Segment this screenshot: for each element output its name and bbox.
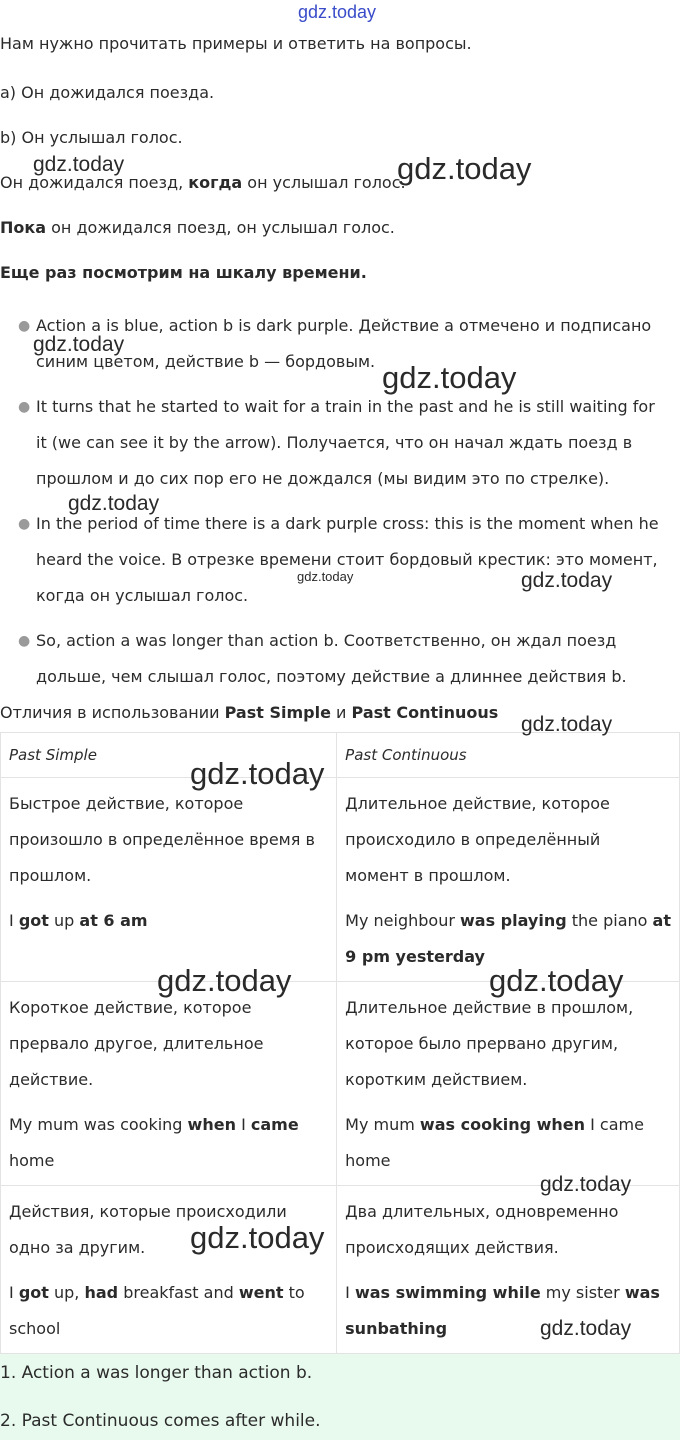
text-part: breakfast and: [123, 1283, 234, 1302]
watermark: gdz.today: [540, 1173, 632, 1196]
cell-line: Длительное действие в прошлом,: [345, 998, 634, 1017]
text-part: up,: [54, 1283, 80, 1302]
example-line: [9, 1275, 328, 1311]
cell-line: одно за другим.: [9, 1238, 146, 1257]
differences-heading: [0, 695, 498, 731]
bold-part: Past Continuous: [351, 703, 499, 722]
bold-part: when: [187, 1115, 236, 1134]
watermark: gdz.today: [521, 569, 613, 592]
text-part: I came: [590, 1115, 644, 1134]
cell-line: происходило в определённый: [345, 830, 601, 849]
cell-line: коротким действием.: [345, 1070, 528, 1089]
list-item-line: дольше, чем слышал голос, поэтому действие a длиннее действия b.: [36, 667, 627, 686]
cell-line: Короткое действие, которое: [9, 998, 252, 1017]
cell-line: Длительное действие, которое: [345, 794, 610, 813]
text-part: и: [336, 703, 347, 722]
intro-text: Нам нужно прочитать примеры и ответить на вопросы.: [0, 34, 472, 53]
list-item: [0, 506, 680, 614]
answers-panel: [0, 1354, 680, 1440]
sentence-while: [0, 210, 395, 246]
explanation-list: [0, 308, 680, 695]
table-cell: [1, 1186, 337, 1354]
cell-line: момент в прошлом.: [345, 866, 511, 885]
list-item: [0, 308, 680, 380]
watermark: gdz.today: [521, 713, 613, 736]
text-part: Он дожидался поезд,: [0, 173, 184, 192]
table-cell: [337, 982, 680, 1186]
list-item-line: heard the voice. В отрезке времени стоит бордовый крестик: это момент,: [36, 550, 658, 569]
text-part: to: [288, 1283, 305, 1302]
answer-2: 2. Past Continuous comes after while.: [0, 1411, 321, 1431]
text-part: my sister: [545, 1283, 620, 1302]
example-line: [345, 903, 671, 939]
watermark: gdz.today: [382, 360, 517, 395]
cell-line: действие.: [9, 1070, 94, 1089]
sentence-when: [0, 165, 406, 201]
bold-part: got: [18, 1283, 49, 1302]
watermark: gdz.today: [68, 492, 160, 515]
text-part: the piano: [571, 911, 648, 930]
watermark: gdz.today: [489, 963, 624, 998]
text-part: I: [241, 1115, 246, 1134]
text-part: он дожидался поезд, он услышал голос.: [51, 218, 395, 237]
table-cell: [1, 778, 337, 982]
bold-part: was playing: [460, 911, 567, 930]
cell-line: прервало другое, длительное: [9, 1034, 264, 1053]
example-line: [345, 1275, 671, 1311]
example-line: [345, 1107, 671, 1143]
bold-part: Пока: [0, 218, 47, 237]
watermark-top: gdz.today: [298, 2, 377, 22]
cell-line: произошло в определённое время в: [9, 830, 315, 849]
watermark: gdz.today: [33, 333, 125, 356]
sentence-b: b) Он услышал голос.: [0, 128, 183, 147]
cell-line: происходящих действия.: [345, 1238, 559, 1257]
bold-part: sunbathing: [345, 1319, 448, 1338]
text-part: I: [9, 1283, 14, 1302]
table-header-cell: Past Continuous: [337, 733, 680, 778]
bold-part: at: [652, 911, 671, 930]
table-cell: [1, 982, 337, 1186]
list-item-line: It turns that he started to wait for a train in the past and he is still waiting for: [36, 397, 655, 416]
bold-part: когда: [188, 173, 243, 192]
watermark: gdz.today: [190, 756, 325, 791]
list-item-line: когда он услышал голос.: [36, 586, 249, 605]
cell-line: прошлом.: [9, 866, 92, 885]
text-part: I: [9, 911, 14, 930]
bold-part: was swimming while: [354, 1283, 541, 1302]
example-line: home: [9, 1151, 55, 1170]
bullet-icon: ●: [18, 318, 31, 334]
text-part: My mum: [345, 1115, 415, 1134]
watermark: gdz.today: [33, 153, 125, 176]
example-line: [9, 903, 328, 939]
text-part: My mum was cooking: [9, 1115, 183, 1134]
text-part: My neighbour: [345, 911, 455, 930]
watermark: gdz.today: [540, 1317, 632, 1340]
cell-line: Действия, которые происходили: [9, 1202, 287, 1221]
list-item-line: прошлом и до сих пор его не дождался (мы видим это по стрелке).: [36, 469, 610, 488]
list-item-line: it (we can see it by the arrow). Получается, что он начал ждать поезд в: [36, 433, 633, 452]
bold-part: had: [84, 1283, 119, 1302]
bullet-icon: ●: [18, 633, 31, 649]
sentence-a: a) Он дожидался поезда.: [0, 83, 215, 102]
bold-part: came: [250, 1115, 299, 1134]
text-part: up: [54, 911, 75, 930]
bold-part: went: [238, 1283, 284, 1302]
list-item-line: синим цветом, действие b — бордовым.: [36, 352, 376, 371]
cell-line: которое было прервано другим,: [345, 1034, 619, 1053]
table-header-cell: Past Simple: [1, 733, 337, 778]
bold-part: got: [18, 911, 49, 930]
text-part: он услышал голос.: [247, 173, 406, 192]
list-item-line: So, action a was longer than action b. Соответственно, он ждал поезд: [36, 631, 617, 650]
list-item-line: Action a is blue, action b is dark purple. Действие a отмечено и подписано: [36, 316, 652, 335]
cell-line: Два длительных, одновременно: [345, 1202, 619, 1221]
text-part: Отличия в использовании: [0, 703, 220, 722]
bullet-icon: ●: [18, 399, 31, 415]
table-cell: [337, 778, 680, 982]
table-row: [1, 778, 680, 982]
table-header-row: [1, 733, 680, 778]
bold-part: Past Simple: [224, 703, 331, 722]
bold-part: was: [624, 1283, 660, 1302]
example-line: school: [9, 1319, 61, 1338]
list-item-line: In the period of time there is a dark purple cross: this is the moment when he: [36, 514, 659, 533]
bold-part: at 6 am: [79, 911, 148, 930]
bold-part: was cooking when: [419, 1115, 586, 1134]
list-item: [0, 389, 680, 497]
cell-line: Быстрое действие, которое: [9, 794, 244, 813]
bullet-icon: ●: [18, 516, 31, 532]
text-part: I: [345, 1283, 350, 1302]
watermark: gdz.today: [157, 963, 292, 998]
comparison-table: [0, 732, 680, 1354]
bold-part: 9 pm yesterday: [345, 947, 485, 966]
timeline-heading: [0, 255, 367, 291]
watermark: gdz.today: [190, 1220, 325, 1255]
list-item: [0, 623, 680, 695]
answer-1: 1. Action a was longer than action b.: [0, 1363, 313, 1383]
watermark: gdz.today: [397, 151, 532, 186]
example-line: home: [345, 1151, 391, 1170]
watermark: gdz.today: [297, 569, 354, 584]
bold-part: Еще раз посмотрим на шкалу времени.: [0, 263, 367, 282]
table-row: [1, 982, 680, 1186]
example-line: [9, 1107, 328, 1143]
